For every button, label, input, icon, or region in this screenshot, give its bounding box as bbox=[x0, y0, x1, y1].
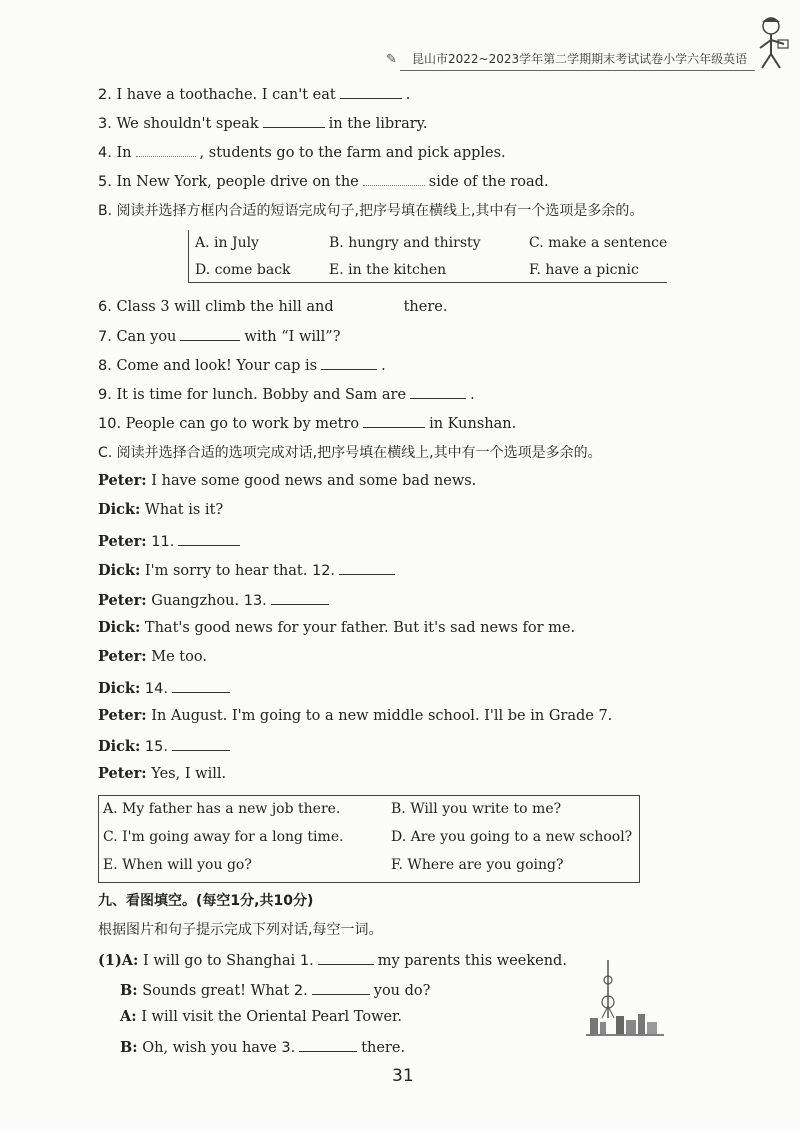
dialogue-line: Peter: In August. I'm going to a new middle school. I'll be in Grade 7. bbox=[98, 707, 613, 724]
mascot-illustration bbox=[748, 14, 794, 72]
option-a: A. in July bbox=[195, 235, 259, 251]
part-c-options-box bbox=[98, 795, 640, 883]
picture-dialogue-line: B: Oh, wish you have 3. there. bbox=[120, 1039, 406, 1056]
option-d: D. come back bbox=[195, 262, 291, 278]
question-10: 10. People can go to work by metro in Kunshan. bbox=[98, 413, 516, 432]
option-e: E. When will you go? bbox=[103, 857, 252, 873]
option-d: D. Are you going to a new school? bbox=[391, 829, 633, 845]
answer-blank[interactable] bbox=[340, 84, 402, 99]
header-divider bbox=[400, 70, 755, 71]
answer-blank-1[interactable] bbox=[318, 950, 374, 965]
part-b-instruction: B. 阅读并选择方框内合适的短语完成句子,把序号填在横线上,其中有一个选项是多余的。 bbox=[98, 203, 644, 219]
dialogue-line: Dick: I'm sorry to hear that. 12. bbox=[98, 560, 399, 579]
dialogue-line: Peter: I have some good news and some bad news. bbox=[98, 472, 477, 489]
dialogue-line: Peter: 11. bbox=[98, 531, 244, 550]
picture-dialogue-line: B: Sounds great! What 2. you do? bbox=[120, 982, 431, 999]
picture-dialogue-line: A: I will visit the Oriental Pearl Tower. bbox=[120, 1008, 403, 1025]
option-c: C. I'm going away for a long time. bbox=[103, 829, 344, 845]
pen-icon: ✎ bbox=[386, 52, 397, 67]
option-a: A. My father has a new job there. bbox=[103, 801, 341, 817]
option-e: E. in the kitchen bbox=[329, 262, 447, 278]
answer-blank[interactable] bbox=[180, 326, 240, 341]
question-6: 6. Class 3 will climb the hill and there. bbox=[98, 296, 447, 315]
section-9-title: 九、看图填空。(每空1分,共10分) bbox=[98, 893, 314, 909]
answer-blank-13[interactable] bbox=[271, 590, 329, 605]
dialogue-line: Dick: 15. bbox=[98, 736, 234, 755]
answer-blank-3[interactable] bbox=[299, 1037, 357, 1052]
answer-blank-15[interactable] bbox=[172, 736, 230, 751]
dialogue-line: Dick: What is it? bbox=[98, 501, 224, 518]
dialogue-line: Dick: That's good news for your father. But it's sad news for me. bbox=[98, 619, 576, 636]
option-c: C. make a sentence bbox=[529, 235, 668, 251]
question-2: 2. I have a toothache. I can't eat . bbox=[98, 84, 410, 103]
page-header: 昆山市2022~2023学年第二学期期末考试试卷小学六年级英语 bbox=[412, 52, 748, 66]
option-b: B. hungry and thirsty bbox=[329, 235, 481, 251]
answer-blank[interactable] bbox=[363, 413, 425, 428]
dialogue-line: Peter: Yes, I will. bbox=[98, 765, 227, 782]
question-4: 4. In , students go to the farm and pick apples. bbox=[98, 142, 506, 161]
page-number: 31 bbox=[392, 1066, 414, 1086]
option-b: B. Will you write to me? bbox=[391, 801, 562, 817]
answer-blank[interactable] bbox=[263, 113, 325, 128]
answer-blank[interactable] bbox=[136, 142, 196, 157]
dialogue-line: Peter: Guangzhou. 13. bbox=[98, 590, 333, 609]
oriental-pearl-tower-illustration bbox=[586, 958, 666, 1040]
answer-blank[interactable] bbox=[338, 296, 400, 311]
answer-blank[interactable] bbox=[321, 355, 377, 370]
answer-blank[interactable] bbox=[363, 171, 425, 186]
question-9: 9. It is time for lunch. Bobby and Sam are . bbox=[98, 384, 475, 403]
answer-blank[interactable] bbox=[410, 384, 466, 399]
part-b-options-box bbox=[188, 230, 667, 283]
question-7: 7. Can you with “I will”? bbox=[98, 326, 341, 345]
question-3: 3. We shouldn't speak in the library. bbox=[98, 113, 428, 132]
picture-dialogue-line: (1)A: I will go to Shanghai 1. my parents this weekend. bbox=[98, 952, 567, 969]
answer-blank-2[interactable] bbox=[312, 980, 370, 995]
option-f: F. have a picnic bbox=[529, 262, 639, 278]
dialogue-line: Dick: 14. bbox=[98, 678, 234, 697]
answer-blank-11[interactable] bbox=[178, 531, 240, 546]
question-8: 8. Come and look! Your cap is . bbox=[98, 355, 386, 374]
answer-blank-14[interactable] bbox=[172, 678, 230, 693]
part-c-instruction: C. 阅读并选择合适的选项完成对话,把序号填在横线上,其中有一个选项是多余的。 bbox=[98, 445, 602, 461]
question-5: 5. In New York, people drive on the side of the road. bbox=[98, 171, 549, 190]
dialogue-line: Peter: Me too. bbox=[98, 648, 207, 665]
section-9-instruction: 根据图片和句子提示完成下列对话,每空一词。 bbox=[98, 922, 383, 938]
answer-blank-12[interactable] bbox=[339, 560, 395, 575]
option-f: F. Where are you going? bbox=[391, 857, 564, 873]
